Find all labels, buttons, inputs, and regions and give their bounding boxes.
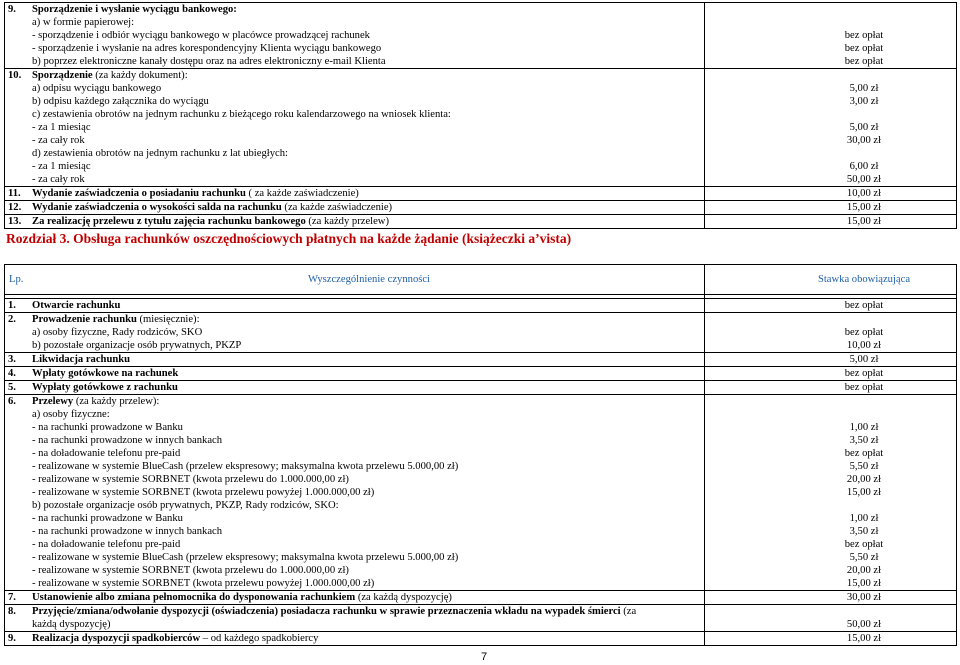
fee-value: 3,00 zł [849, 96, 879, 107]
fee-cell [705, 201, 957, 215]
description-line [8, 395, 701, 408]
item-text: - za cały rok [32, 174, 85, 185]
item-number: 10. [8, 70, 22, 81]
fee-cell [705, 367, 957, 381]
fee-cell [705, 395, 957, 591]
description-line [8, 313, 701, 326]
item-number: 3. [8, 354, 16, 365]
description-line [8, 339, 701, 352]
description-line [8, 632, 701, 645]
description-line [8, 460, 701, 473]
description-line [8, 591, 701, 604]
fee-row-row [5, 215, 957, 229]
item-number: 12. [8, 202, 22, 213]
fee-value [775, 408, 953, 421]
table-header-row [5, 265, 957, 295]
description-line [8, 551, 701, 564]
item-text: - na rachunki prowadzone w innych bankach [32, 435, 223, 446]
description-line [8, 408, 701, 421]
description-cell [5, 313, 705, 353]
item-text: - na rachunki prowadzone w Banku [32, 513, 183, 524]
description-cell [5, 591, 705, 605]
fee-value [775, 69, 953, 82]
item-text-note: (za [620, 606, 637, 617]
description-cell [5, 395, 705, 591]
item-number: 13. [8, 216, 22, 227]
item-text: Wpłaty gotówkowe na rachunek [32, 368, 179, 379]
description-line [8, 201, 701, 214]
description-line [8, 605, 701, 618]
item-text: Sporządzenie i wysłanie wyciągu bankowego: [32, 4, 237, 15]
header-lp: Lp. [9, 274, 24, 285]
description-cell [5, 187, 705, 201]
fee-cell [705, 313, 957, 353]
fee-row-row [5, 353, 957, 367]
item-text: - realizowane w systemie BlueCash (przelew ekspresowy; maksymalna kwota przelewu 5.000,00 zł) [32, 552, 459, 563]
description-line [8, 367, 701, 380]
fee-row-row [5, 187, 957, 201]
description-line [8, 215, 701, 228]
fee-table-chapter-2 [4, 2, 957, 229]
item-text-note: ( za każde zaświadczenie) [245, 188, 359, 199]
fee-row-row [5, 299, 957, 313]
description-line [8, 299, 701, 312]
description-line [8, 499, 701, 512]
description-line [8, 55, 701, 68]
item-number: 7. [8, 592, 16, 603]
fee-row-row [5, 395, 957, 591]
description-line [8, 108, 701, 121]
description-cell [5, 367, 705, 381]
description-cell [5, 381, 705, 395]
fee-table-chapter-3 [4, 264, 957, 646]
fee-value: 1,00 zł [849, 422, 879, 433]
description-line [8, 618, 701, 631]
fee-value: bez opłat [844, 30, 884, 41]
item-text-note: (za każdą dyspozycję) [355, 592, 452, 603]
item-text: Wypłaty gotówkowe z rachunku [32, 382, 178, 393]
fee-row-row [5, 3, 957, 69]
item-text: - na doładowanie telefonu pre-paid [32, 539, 181, 550]
description-line [8, 173, 701, 186]
description-line [8, 486, 701, 499]
item-text: a) odpisu wyciągu bankowego [32, 83, 162, 94]
description-cell [5, 69, 705, 187]
item-text-note: – od każdego spadkobiercy [200, 633, 319, 644]
fee-value: 30,00 zł [846, 592, 882, 603]
item-text: - realizowane w systemie SORBNET (kwota przelewu powyżej 1.000.000,00 zł) [32, 487, 375, 498]
chapter-title: Rozdział 3. Obsługa rachunków oszczędnościowych płatnych na każde żądanie (książeczki a’vista) [6, 231, 572, 246]
item-text: a) osoby fizyczne, Rady rodziców, SKO [32, 327, 203, 338]
item-text: - za cały rok [32, 135, 85, 146]
fee-value [775, 108, 953, 121]
fee-value: 15,00 zł [846, 216, 882, 227]
fee-cell [705, 353, 957, 367]
fee-value: 30,00 zł [846, 135, 882, 146]
fee-cell [705, 299, 957, 313]
fee-value: 5,00 zł [849, 122, 879, 133]
item-text: - za 1 miesiąc [32, 161, 91, 172]
item-text: b) pozostałe organizacje osób prywatnych, PKZP [32, 340, 242, 351]
description-line [8, 353, 701, 366]
description-line [8, 3, 701, 16]
fee-value: 20,00 zł [846, 565, 882, 576]
fee-cell [705, 632, 957, 646]
fee-row-row [5, 591, 957, 605]
fee-value [775, 605, 953, 618]
fee-cell [705, 591, 957, 605]
fee-cell [705, 187, 957, 201]
item-text: - realizowane w systemie SORBNET (kwota przelewu do 1.000.000,00 zł) [32, 474, 349, 485]
description-cell [5, 201, 705, 215]
item-text: a) w formie papierowej: [32, 17, 135, 28]
fee-row-row [5, 313, 957, 353]
item-number: 9. [8, 4, 16, 15]
description-line [8, 326, 701, 339]
fee-value: 50,00 zł [846, 174, 882, 185]
item-text-note: (za każdy przelew): [73, 396, 160, 407]
item-text: - za 1 miesiąc [32, 122, 91, 133]
description-line [8, 525, 701, 538]
fee-value: bez opłat [844, 327, 884, 338]
fee-value [775, 395, 953, 408]
fee-row-row [5, 632, 957, 646]
item-number: 8. [8, 606, 16, 617]
fee-value: 10,00 zł [846, 340, 882, 351]
fee-row-row [5, 367, 957, 381]
description-line [8, 69, 701, 82]
item-text-note: (za każdy dokument): [92, 70, 188, 81]
fee-value: bez opłat [844, 448, 884, 459]
description-cell [5, 353, 705, 367]
item-text: Przelewy [32, 396, 74, 407]
description-line [8, 147, 701, 160]
description-line [8, 134, 701, 147]
fee-value: 3,50 zł [849, 435, 879, 446]
fee-value: bez opłat [844, 382, 884, 393]
fee-value [775, 16, 953, 29]
fee-value: 1,00 zł [849, 513, 879, 524]
item-text: Realizacja dyspozycji spadkobierców [32, 633, 201, 644]
item-text: Prowadzenie rachunku [32, 314, 137, 325]
description-cell [5, 3, 705, 69]
description-line [8, 512, 701, 525]
description-line [8, 160, 701, 173]
fee-value: 50,00 zł [846, 619, 882, 630]
description-line [8, 95, 701, 108]
page-number: 7 [481, 651, 488, 663]
item-text: - realizowane w systemie BlueCash (przelew ekspresowy; maksymalna kwota przelewu 5.000,00 zł) [32, 461, 459, 472]
item-text: każdą dyspozycję) [32, 619, 111, 630]
fee-value [775, 3, 953, 16]
fee-value: 5,50 zł [849, 461, 879, 472]
description-line [8, 82, 701, 95]
item-text: c) zestawienia obrotów na jednym rachunku z bieżącego roku kalendarzowego na wniosek klienta: [32, 109, 451, 120]
item-text: b) odpisu każdego załącznika do wyciągu [32, 96, 209, 107]
item-text: Ustanowienie albo zmiana pełnomocnika do dysponowania rachunkiem [32, 592, 356, 603]
fee-cell [705, 215, 957, 229]
fee-value [775, 313, 953, 326]
item-text: - na rachunki prowadzone w innych bankach [32, 526, 223, 537]
fee-value: 5,50 zł [849, 552, 879, 563]
fee-value: 20,00 zł [846, 474, 882, 485]
item-number: 9. [8, 633, 16, 644]
fee-value: 15,00 zł [846, 633, 882, 644]
fee-row-row [5, 69, 957, 187]
description-line [8, 121, 701, 134]
item-text-note: (za każde zaświadczenie) [281, 202, 393, 213]
item-text: b) pozostałe organizacje osób prywatnych, PKZP, Rady rodziców, SKO: [32, 500, 339, 511]
fee-value: bez opłat [844, 539, 884, 550]
fee-cell [705, 3, 957, 69]
description-line [8, 381, 701, 394]
item-text: - sporządzenie i odbiór wyciągu bankowego w placówce prowadzącej rachunek [32, 30, 370, 41]
description-cell [5, 605, 705, 632]
item-text: b) poprzez elektroniczne kanały dostępu oraz na adres elektroniczny e-mail Klienta [32, 56, 386, 67]
fee-row-row [5, 381, 957, 395]
item-number: 6. [8, 396, 16, 407]
fee-value: 15,00 zł [846, 487, 882, 498]
fee-value: 5,00 zł [849, 83, 879, 94]
item-text: - na rachunki prowadzone w Banku [32, 422, 183, 433]
description-line [8, 434, 701, 447]
item-text: Sporządzenie [32, 70, 93, 81]
item-text-note: (za każdy przelew) [305, 216, 389, 227]
item-number: 5. [8, 382, 16, 393]
description-line [8, 447, 701, 460]
fee-cell [705, 69, 957, 187]
fee-value: 3,50 zł [849, 526, 879, 537]
item-text-note: (miesięcznie): [136, 314, 200, 325]
fee-value: bez opłat [844, 56, 884, 67]
header-rate: Stawka obowiązująca [705, 265, 957, 295]
item-text: - sporządzenie i wysłanie na adres korespondencyjny Klienta wyciągu bankowego [32, 43, 382, 54]
item-text: Wydanie zaświadczenia o posiadaniu rachunku [32, 188, 246, 199]
item-text: d) zestawienia obrotów na jednym rachunku z lat ubiegłych: [32, 148, 288, 159]
description-line [8, 564, 701, 577]
item-text: - realizowane w systemie SORBNET (kwota przelewu powyżej 1.000.000,00 zł) [32, 578, 375, 589]
description-line [8, 16, 701, 29]
fee-value [775, 499, 953, 512]
fee-value: 15,00 zł [846, 202, 882, 213]
description-cell [5, 632, 705, 646]
item-text: - na doładowanie telefonu pre-paid [32, 448, 181, 459]
fee-value: bez opłat [844, 43, 884, 54]
description-line [8, 538, 701, 551]
item-number: 4. [8, 368, 16, 379]
description-line [8, 473, 701, 486]
fee-value: 6,00 zł [849, 161, 879, 172]
description-line [8, 42, 701, 55]
fee-row-row [5, 201, 957, 215]
fee-value: 15,00 zł [846, 578, 882, 589]
header-description: Wyszczególnienie czynności [307, 274, 431, 285]
item-number: 1. [8, 300, 16, 311]
fee-value [775, 147, 953, 160]
description-cell [5, 215, 705, 229]
fee-value: bez opłat [844, 368, 884, 379]
item-text: - realizowane w systemie SORBNET (kwota przelewu do 1.000.000,00 zł) [32, 565, 349, 576]
fee-row-row [5, 605, 957, 632]
item-text: Otwarcie rachunku [32, 300, 121, 311]
description-line [8, 421, 701, 434]
item-text: a) osoby fizyczne: [32, 409, 110, 420]
item-text: Przyjęcie/zmiana/odwołanie dyspozycji (oświadczenia) posiadacza rachunku w sprawie przeznaczenia wkładu na wypadek śmierci [32, 606, 621, 617]
item-text: Za realizację przelewu z tytułu zajęcia rachunku bankowego [32, 216, 306, 227]
fee-value: bez opłat [844, 300, 884, 311]
item-text: Likwidacja rachunku [32, 354, 131, 365]
fee-value: 5,00 zł [849, 354, 879, 365]
item-number: 2. [8, 314, 16, 325]
description-line [8, 577, 701, 590]
description-line [8, 187, 701, 200]
fee-value: 10,00 zł [846, 188, 882, 199]
item-text: Wydanie zaświadczenia o wysokości salda na rachunku [32, 202, 282, 213]
fee-cell [705, 381, 957, 395]
fee-cell [705, 605, 957, 632]
description-line [8, 29, 701, 42]
item-number: 11. [8, 188, 21, 199]
description-cell [5, 299, 705, 313]
